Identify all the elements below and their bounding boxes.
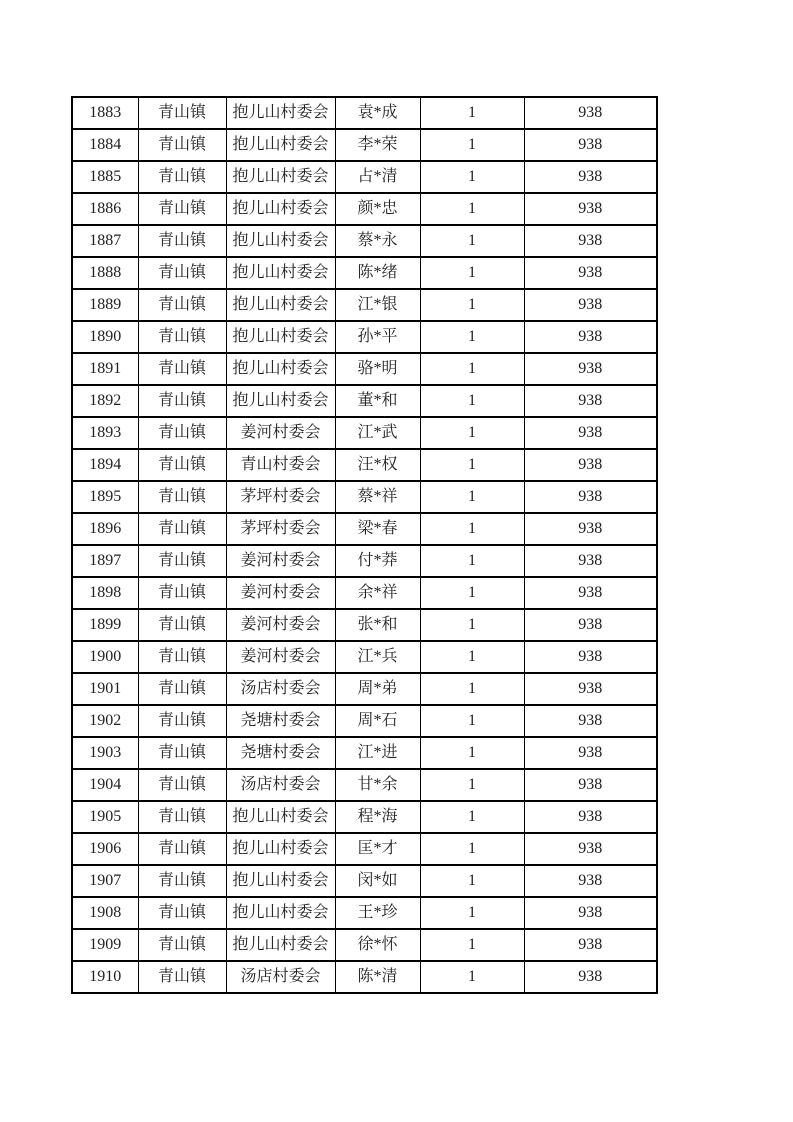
cell-amount: 938 xyxy=(524,321,657,353)
cell-amount: 938 xyxy=(524,609,657,641)
cell-amount: 938 xyxy=(524,833,657,865)
cell-count: 1 xyxy=(420,481,524,513)
cell-name: 梁*春 xyxy=(335,513,420,545)
cell-count: 1 xyxy=(420,193,524,225)
cell-count: 1 xyxy=(420,97,524,129)
cell-town: 青山镇 xyxy=(138,769,226,801)
cell-town: 青山镇 xyxy=(138,737,226,769)
cell-amount: 938 xyxy=(524,385,657,417)
cell-serial: 1884 xyxy=(72,129,138,161)
cell-village: 茅坪村委会 xyxy=(226,481,335,513)
cell-town: 青山镇 xyxy=(138,353,226,385)
cell-amount: 938 xyxy=(524,929,657,961)
cell-serial: 1901 xyxy=(72,673,138,705)
cell-name: 甘*余 xyxy=(335,769,420,801)
cell-name: 陈*绪 xyxy=(335,257,420,289)
table-row xyxy=(72,289,657,321)
cell-town: 青山镇 xyxy=(138,961,226,993)
cell-town: 青山镇 xyxy=(138,609,226,641)
cell-town: 青山镇 xyxy=(138,97,226,129)
cell-serial: 1892 xyxy=(72,385,138,417)
cell-town: 青山镇 xyxy=(138,577,226,609)
cell-amount: 938 xyxy=(524,353,657,385)
cell-amount: 938 xyxy=(524,449,657,481)
cell-serial: 1895 xyxy=(72,481,138,513)
cell-town: 青山镇 xyxy=(138,641,226,673)
cell-name: 江*进 xyxy=(335,737,420,769)
table-row xyxy=(72,417,657,449)
table-row xyxy=(72,193,657,225)
cell-count: 1 xyxy=(420,929,524,961)
cell-count: 1 xyxy=(420,225,524,257)
cell-village: 抱儿山村委会 xyxy=(226,97,335,129)
cell-name: 周*石 xyxy=(335,705,420,737)
cell-serial: 1909 xyxy=(72,929,138,961)
table-row xyxy=(72,577,657,609)
cell-name: 张*和 xyxy=(335,609,420,641)
cell-amount: 938 xyxy=(524,481,657,513)
table-row xyxy=(72,929,657,961)
cell-name: 匡*才 xyxy=(335,833,420,865)
table-row xyxy=(72,641,657,673)
cell-amount: 938 xyxy=(524,417,657,449)
cell-count: 1 xyxy=(420,897,524,929)
cell-count: 1 xyxy=(420,289,524,321)
cell-village: 姜河村委会 xyxy=(226,577,335,609)
cell-amount: 938 xyxy=(524,897,657,929)
cell-town: 青山镇 xyxy=(138,897,226,929)
table-row xyxy=(72,705,657,737)
cell-town: 青山镇 xyxy=(138,929,226,961)
cell-town: 青山镇 xyxy=(138,193,226,225)
cell-serial: 1908 xyxy=(72,897,138,929)
cell-name: 闵*如 xyxy=(335,865,420,897)
cell-town: 青山镇 xyxy=(138,801,226,833)
table-row xyxy=(72,961,657,993)
cell-town: 青山镇 xyxy=(138,545,226,577)
cell-serial: 1893 xyxy=(72,417,138,449)
table-row xyxy=(72,225,657,257)
cell-town: 青山镇 xyxy=(138,257,226,289)
cell-count: 1 xyxy=(420,449,524,481)
cell-village: 抱儿山村委会 xyxy=(226,193,335,225)
cell-count: 1 xyxy=(420,513,524,545)
table-row xyxy=(72,161,657,193)
cell-village: 姜河村委会 xyxy=(226,545,335,577)
cell-village: 抱儿山村委会 xyxy=(226,833,335,865)
cell-name: 孙*平 xyxy=(335,321,420,353)
cell-town: 青山镇 xyxy=(138,289,226,321)
records-table xyxy=(71,96,658,994)
cell-amount: 938 xyxy=(524,513,657,545)
cell-village: 抱儿山村委会 xyxy=(226,801,335,833)
cell-amount: 938 xyxy=(524,801,657,833)
cell-serial: 1904 xyxy=(72,769,138,801)
cell-amount: 938 xyxy=(524,737,657,769)
cell-amount: 938 xyxy=(524,865,657,897)
table-row xyxy=(72,385,657,417)
table-row xyxy=(72,257,657,289)
cell-village: 尧塘村委会 xyxy=(226,705,335,737)
table-row xyxy=(72,353,657,385)
cell-serial: 1894 xyxy=(72,449,138,481)
cell-serial: 1888 xyxy=(72,257,138,289)
cell-town: 青山镇 xyxy=(138,833,226,865)
cell-serial: 1899 xyxy=(72,609,138,641)
cell-amount: 938 xyxy=(524,961,657,993)
cell-name: 蔡*永 xyxy=(335,225,420,257)
cell-town: 青山镇 xyxy=(138,417,226,449)
cell-town: 青山镇 xyxy=(138,513,226,545)
cell-count: 1 xyxy=(420,417,524,449)
cell-serial: 1896 xyxy=(72,513,138,545)
cell-count: 1 xyxy=(420,129,524,161)
cell-name: 骆*明 xyxy=(335,353,420,385)
cell-serial: 1900 xyxy=(72,641,138,673)
cell-amount: 938 xyxy=(524,257,657,289)
cell-village: 抱儿山村委会 xyxy=(226,865,335,897)
cell-name: 蔡*祥 xyxy=(335,481,420,513)
cell-amount: 938 xyxy=(524,673,657,705)
table-row xyxy=(72,545,657,577)
cell-town: 青山镇 xyxy=(138,321,226,353)
cell-village: 尧塘村委会 xyxy=(226,737,335,769)
table-row xyxy=(72,897,657,929)
cell-count: 1 xyxy=(420,161,524,193)
cell-amount: 938 xyxy=(524,193,657,225)
cell-name: 颜*忠 xyxy=(335,193,420,225)
table-row xyxy=(72,449,657,481)
cell-village: 抱儿山村委会 xyxy=(226,257,335,289)
cell-count: 1 xyxy=(420,545,524,577)
cell-serial: 1883 xyxy=(72,97,138,129)
cell-serial: 1897 xyxy=(72,545,138,577)
cell-amount: 938 xyxy=(524,577,657,609)
cell-serial: 1905 xyxy=(72,801,138,833)
cell-town: 青山镇 xyxy=(138,481,226,513)
cell-village: 抱儿山村委会 xyxy=(226,385,335,417)
cell-serial: 1886 xyxy=(72,193,138,225)
cell-name: 徐*怀 xyxy=(335,929,420,961)
cell-name: 江*银 xyxy=(335,289,420,321)
cell-count: 1 xyxy=(420,257,524,289)
cell-count: 1 xyxy=(420,321,524,353)
cell-name: 占*清 xyxy=(335,161,420,193)
table-row xyxy=(72,673,657,705)
cell-count: 1 xyxy=(420,353,524,385)
cell-village: 姜河村委会 xyxy=(226,417,335,449)
cell-name: 袁*成 xyxy=(335,97,420,129)
cell-name: 汪*权 xyxy=(335,449,420,481)
cell-village: 抱儿山村委会 xyxy=(226,929,335,961)
cell-serial: 1889 xyxy=(72,289,138,321)
cell-village: 汤店村委会 xyxy=(226,769,335,801)
cell-village: 汤店村委会 xyxy=(226,673,335,705)
cell-amount: 938 xyxy=(524,225,657,257)
cell-village: 茅坪村委会 xyxy=(226,513,335,545)
cell-count: 1 xyxy=(420,961,524,993)
table-row xyxy=(72,865,657,897)
cell-amount: 938 xyxy=(524,545,657,577)
cell-count: 1 xyxy=(420,577,524,609)
cell-town: 青山镇 xyxy=(138,705,226,737)
cell-village: 抱儿山村委会 xyxy=(226,289,335,321)
cell-serial: 1902 xyxy=(72,705,138,737)
cell-village: 抱儿山村委会 xyxy=(226,225,335,257)
cell-count: 1 xyxy=(420,385,524,417)
table-row xyxy=(72,129,657,161)
cell-village: 抱儿山村委会 xyxy=(226,161,335,193)
table-row xyxy=(72,833,657,865)
cell-serial: 1910 xyxy=(72,961,138,993)
cell-amount: 938 xyxy=(524,705,657,737)
cell-name: 李*荣 xyxy=(335,129,420,161)
cell-town: 青山镇 xyxy=(138,161,226,193)
cell-name: 余*祥 xyxy=(335,577,420,609)
cell-count: 1 xyxy=(420,673,524,705)
cell-serial: 1891 xyxy=(72,353,138,385)
cell-serial: 1898 xyxy=(72,577,138,609)
cell-serial: 1885 xyxy=(72,161,138,193)
cell-count: 1 xyxy=(420,641,524,673)
cell-name: 江*兵 xyxy=(335,641,420,673)
table-row xyxy=(72,513,657,545)
cell-village: 抱儿山村委会 xyxy=(226,353,335,385)
table-row xyxy=(72,801,657,833)
cell-count: 1 xyxy=(420,801,524,833)
cell-count: 1 xyxy=(420,737,524,769)
cell-town: 青山镇 xyxy=(138,385,226,417)
cell-serial: 1903 xyxy=(72,737,138,769)
cell-town: 青山镇 xyxy=(138,673,226,705)
cell-amount: 938 xyxy=(524,129,657,161)
table-row xyxy=(72,609,657,641)
cell-amount: 938 xyxy=(524,641,657,673)
table-row xyxy=(72,737,657,769)
cell-town: 青山镇 xyxy=(138,225,226,257)
cell-name: 程*海 xyxy=(335,801,420,833)
cell-name: 周*弟 xyxy=(335,673,420,705)
cell-count: 1 xyxy=(420,705,524,737)
cell-village: 抱儿山村委会 xyxy=(226,129,335,161)
cell-name: 江*武 xyxy=(335,417,420,449)
table-row xyxy=(72,481,657,513)
cell-serial: 1906 xyxy=(72,833,138,865)
cell-serial: 1907 xyxy=(72,865,138,897)
cell-name: 董*和 xyxy=(335,385,420,417)
cell-amount: 938 xyxy=(524,289,657,321)
cell-amount: 938 xyxy=(524,97,657,129)
cell-village: 姜河村委会 xyxy=(226,609,335,641)
cell-village: 抱儿山村委会 xyxy=(226,321,335,353)
cell-amount: 938 xyxy=(524,769,657,801)
cell-serial: 1890 xyxy=(72,321,138,353)
cell-amount: 938 xyxy=(524,161,657,193)
cell-name: 王*珍 xyxy=(335,897,420,929)
cell-serial: 1887 xyxy=(72,225,138,257)
cell-name: 陈*清 xyxy=(335,961,420,993)
cell-village: 姜河村委会 xyxy=(226,641,335,673)
table-row xyxy=(72,97,657,129)
cell-town: 青山镇 xyxy=(138,449,226,481)
cell-name: 付*莽 xyxy=(335,545,420,577)
table-row xyxy=(72,321,657,353)
cell-count: 1 xyxy=(420,609,524,641)
cell-count: 1 xyxy=(420,833,524,865)
cell-count: 1 xyxy=(420,769,524,801)
cell-village: 青山村委会 xyxy=(226,449,335,481)
cell-village: 抱儿山村委会 xyxy=(226,897,335,929)
cell-town: 青山镇 xyxy=(138,129,226,161)
cell-town: 青山镇 xyxy=(138,865,226,897)
cell-village: 汤店村委会 xyxy=(226,961,335,993)
cell-count: 1 xyxy=(420,865,524,897)
table-row xyxy=(72,769,657,801)
table-body xyxy=(72,97,657,993)
